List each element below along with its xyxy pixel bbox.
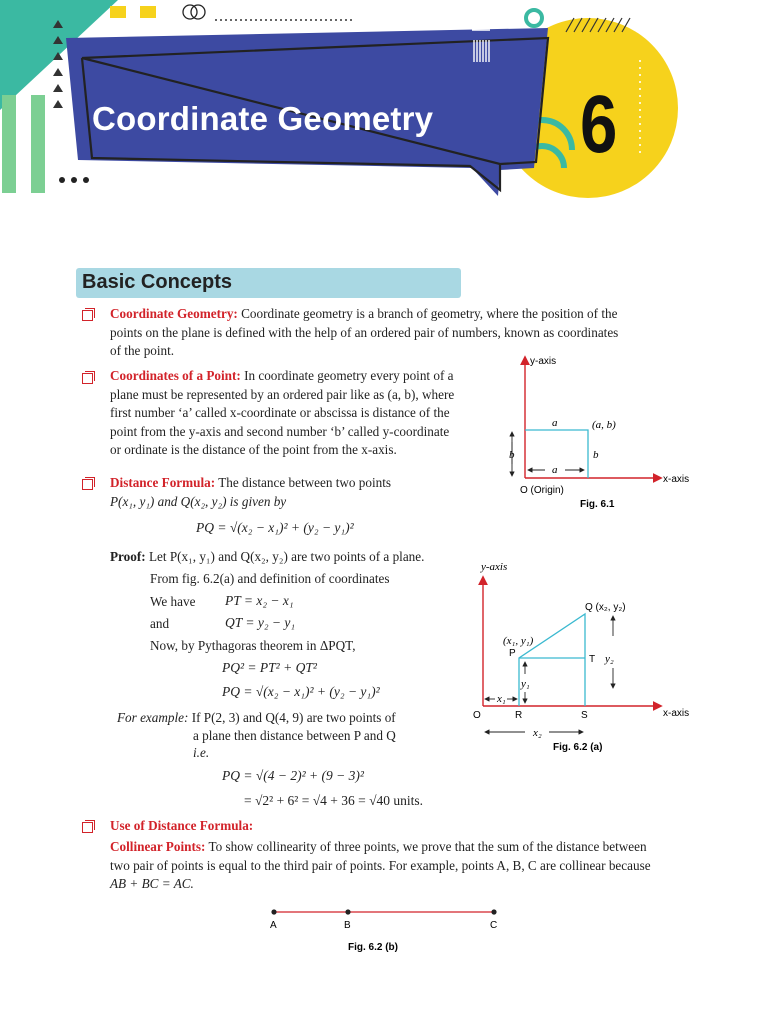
fig61-b-left: b [509,449,515,461]
fig62a-x2-label: x₂ [533,727,542,739]
checkbox-bullet-icon [82,373,93,384]
fig62a-yaxis-label: y-axis [481,561,508,573]
chapter-title: Coordinate Geometry [92,100,434,137]
point-c [491,909,496,914]
ring-decoration [526,10,542,26]
fig62a-r-label: R [515,710,523,721]
fig62b-caption: Fig. 6.2 (b) [348,942,398,953]
text-line: first number ‘a’ called x-coordinate or abscissa is distance of the [110,405,450,420]
example-line3: i.e. [193,745,210,760]
text-line: two pair of points is equal to the third pair of points. For example, points A, B, C are collinear because [110,857,651,873]
fig62a-o-label: O [473,710,481,721]
fig62a-s-label: S [581,710,588,721]
fig62a-p-coord: (x₁, y₁) [503,635,534,647]
text-line: of the point. [110,343,175,358]
green-bar-decoration [31,95,45,193]
fig61-caption: Fig. 6.1 [580,499,615,510]
section-title: Basic Concepts [82,271,233,293]
text-line: points on the plane is defined with the help of an ordered pair of numbers, known as coordinates [110,324,619,340]
text-line: Let P(x₁, y₁) and Q(x₂, y₂) are two points of a plane. [148,549,425,564]
label-c: C [490,920,498,931]
fig62a-caption: Fig. 6.2 (a) [553,742,603,753]
distance-formula: PQ = √(x₂ − x₁)² + (y₂ − y₁)² [196,520,354,535]
fig62a-y1-label: y₁ [521,678,530,690]
term-collinear-points: Collinear Points: [110,839,206,854]
text-line: To show collinearity of three points, we prove that the sum of the distance between [208,839,647,854]
text-line: AB + BC = AC. [110,876,194,891]
checkbox-bullet-icon [82,479,93,490]
fig62a-p-label: P [509,648,516,659]
point-b [345,909,350,914]
figure-6-2a [465,556,705,756]
proof-line2: From fig. 6.2(a) and definition of coordinates [150,571,390,586]
distance-formula-paragraph [110,474,450,511]
proof-eq4: PQ = √(x₂ − x₁)² + (y₂ − y₁)² [222,684,380,699]
text-line: plane must be represented by an ordered pair like as (a, b), where [110,386,455,402]
proof-we-have: We have [150,594,196,609]
text-line: In coordinate geometry every point of a [244,368,454,383]
proof-pythagoras: Now, by Pythagoras theorem in ΔPQT, [150,638,356,653]
proof-paragraph [110,548,470,567]
proof-and: and [150,616,170,631]
proof-label: Proof: [110,549,146,564]
text-line: Coordinate geometry is a branch of geometry, where the position of the [241,306,618,321]
example-eq2: = √2² + 6² = √4 + 36 = √40 units. [244,793,424,808]
use-distance-heading [110,817,253,836]
proof-eq2: QT = y₂ − y₁ [225,615,296,630]
coordinates-of-point-paragraph [110,367,500,460]
label-b: B [344,920,351,931]
fig61-point-label: (a, b) [592,419,616,431]
fig61-b-right: b [593,449,599,461]
fig62a-xaxis-label: x-axis [663,708,690,719]
term-coordinates-of-point: Coordinates of a Point: [110,368,241,383]
fig62a-x1-label: x₁ [497,693,506,705]
fig61-xaxis-label: x-axis [663,474,690,485]
proof-eq3: PQ² = PT² + QT² [222,660,317,675]
point-a [271,909,276,914]
fig61-a-bottom: a [552,464,558,476]
text-line: P(x₁, y₁) and Q(x₂, y₂) is given by [110,493,287,509]
fig61-origin-label: O (Origin) [520,485,564,496]
figure-6-1 [500,352,710,512]
green-bar-decoration [2,95,16,193]
example-label: For example: [117,710,189,725]
term-use-of-distance-formula: Use of Distance Formula: [110,818,254,833]
text-line: point from the y-axis and second number ‘b’ called y-coordinate [110,423,450,439]
fig62a-y2-label: y₂ [605,653,614,665]
fig62a-t-label: T [589,654,596,665]
proof-eq1: PT = x₂ − x₁ [225,593,294,608]
checkbox-bullet-icon [82,310,93,321]
fig61-yaxis-label: y-axis [530,356,557,367]
term-coordinate-geometry: Coordinate Geometry: [110,306,238,321]
fig62a-q-label: Q (x₂, y₂) [585,602,626,613]
example-line2: a plane then distance between P and Q [193,728,396,743]
text-line: The distance between two points [218,475,392,490]
figure-6-2b [262,900,512,960]
example-paragraph [117,709,467,728]
example-eq1: PQ = √(4 − 2)² + (9 − 3)² [222,768,364,783]
text-line: If P(2, 3) and Q(4, 9) are two points of [191,710,396,725]
checkbox-bullet-icon [82,822,93,833]
text-line: or ordinate is the distance of the point from the x-axis. [110,442,397,457]
chapter-number: 6 [580,79,618,170]
term-distance-formula: Distance Formula: [110,475,216,490]
fig61-a-top: a [552,417,558,429]
label-a: A [270,920,277,931]
collinear-paragraph [110,838,710,894]
